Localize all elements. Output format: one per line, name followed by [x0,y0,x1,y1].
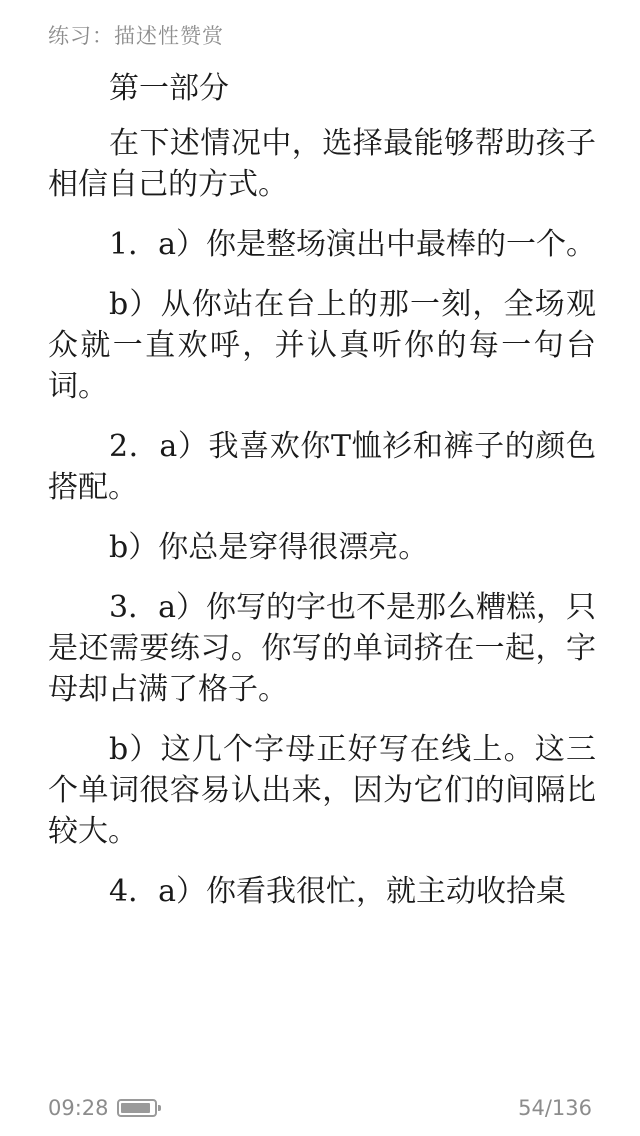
paragraph: 1．a）你是整场演出中最棒的一个。 [109,227,596,262]
paragraph: 2．a）我喜欢你T恤衫和裤子的颜色搭配。 [48,429,596,505]
status-footer [48,1094,592,1122]
paragraph: 4．a）你看我很忙，就主动收拾桌 [109,874,566,909]
time-battery-group [48,1096,157,1120]
reading-content [48,68,596,931]
section-heading: 第一部分 [109,71,229,106]
chapter-title: 练习：描述性赞赏 [48,24,224,48]
paragraph: b）这几个字母正好写在线上。这三个单词很容易认出来，因为它们的间隔比较大。 [48,732,596,849]
paragraph: b）从你站在台上的那一刻，全场观众就一直欢呼，并认真听你的每一句台词。 [48,287,596,404]
battery-level-fill [121,1103,150,1113]
paragraph: 3．a）你写的字也不是那么糟糕，只是还需要练习。你写的单词挤在一起，字母却占满了格子。 [48,590,596,707]
paragraph: 在下述情况中，选择最能够帮助孩子相信自己的方式。 [48,126,596,202]
clock-time: 09:28 [48,1096,109,1120]
page-indicator: 54/136 [518,1096,592,1120]
battery-icon [117,1099,157,1117]
paragraph: b）你总是穿得很漂亮。 [109,530,429,565]
